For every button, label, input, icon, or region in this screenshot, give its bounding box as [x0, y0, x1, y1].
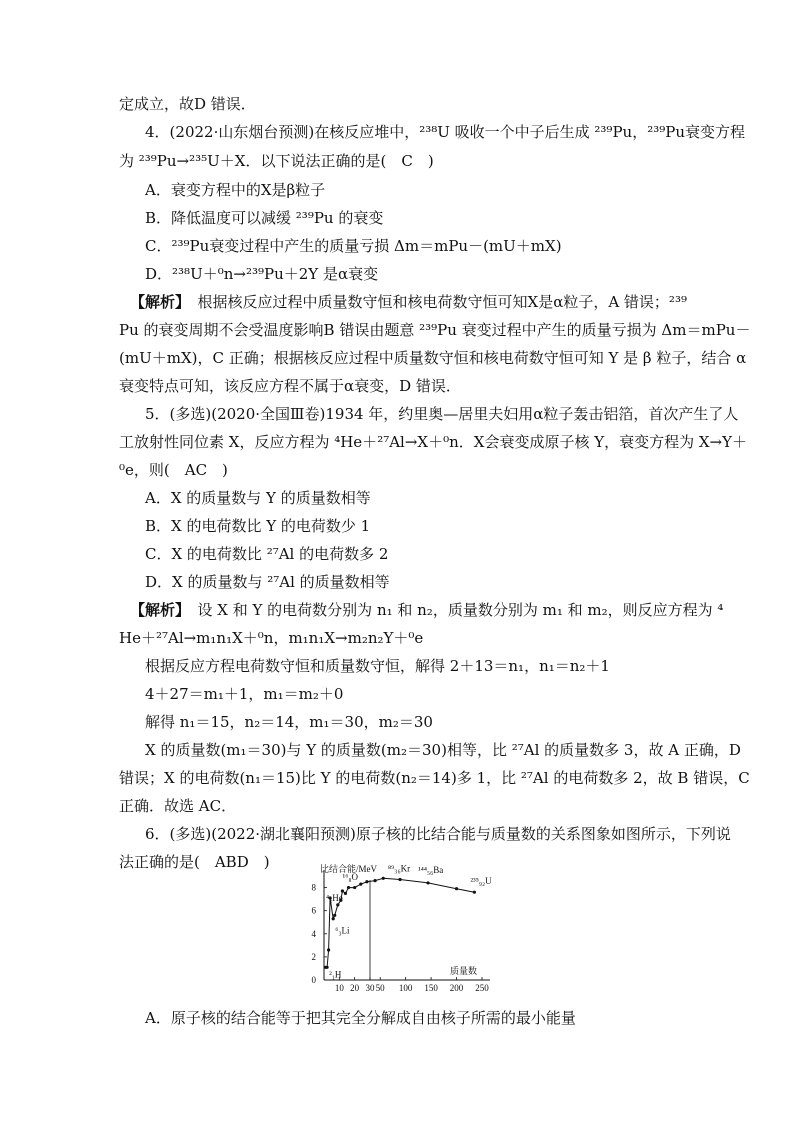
data-point — [344, 892, 347, 895]
analysis-4-line: Pu 的衰变周期不会受温度影响B 错误由题意 ²³⁹Pu 衰变过程中产生的质量亏损为 Δm＝mPu－ — [119, 321, 751, 339]
analysis-5-line: 正确．故选 AC． — [119, 797, 237, 815]
data-point — [347, 886, 350, 889]
analysis-5 — [130, 600, 723, 620]
question-5-stem: 5．(多选)(2020·全国Ⅲ卷)1934 年，约里奥—居里夫妇用α粒子轰击铝箔，首次产生了人 — [145, 405, 739, 423]
question-6-stem: 6．(多选)(2022·湖北襄阳预测)原子核的比结合能与质量数的关系图象如图所示，下列说 — [145, 825, 731, 843]
nuclide-label: ⁴₂He — [326, 892, 343, 903]
nuclide-label: ¹⁶₈O — [342, 872, 359, 883]
analysis-tag: 【解析】 — [130, 293, 183, 311]
nuclide-label: ⁶₃Li — [335, 925, 350, 936]
question-4-stem: 4．(2022·山东烟台预测)在核反应堆中，²³⁸U 吸收一个中子后生成 ²³⁹Pu，²³⁹Pu衰变方程 — [145, 123, 745, 141]
data-point — [398, 878, 401, 881]
option-c: C．²³⁹Pu衰变过程中产生的质量亏损 Δm＝mPu－(mU＋mX) — [145, 237, 562, 255]
question-5-stem-cont: ⁰e，则( AC ) — [119, 461, 228, 479]
x-axis-label: 质量数 — [450, 966, 478, 976]
x-tick-label: 20 — [350, 983, 360, 993]
question-5-stem-cont: 工放射性同位素 X，反应方程为 ⁴He＋²⁷Al→X＋⁰n．X会衰变成原子核 Y，衰变方程为 X→Y＋ — [119, 433, 748, 451]
analysis-4-line: 衰变特点可知，该反应方程不属于α衰变，D 错误． — [119, 377, 461, 395]
analysis-text: 根据核反应过程中质量数守恒和核电荷数守恒可知X是α粒子，A 错误；²³⁹ — [182, 293, 687, 311]
text-line: 定成立，故D 错误． — [119, 95, 256, 113]
y-tick-label: 8 — [311, 882, 316, 893]
x-tick-label: 150 — [424, 983, 438, 993]
nuclide-label: ⁸⁹₃₆Kr — [388, 863, 411, 874]
y-tick-label: 4 — [311, 928, 316, 939]
x-tick-label: 200 — [449, 983, 464, 993]
option-a: A．X 的质量数与 Y 的质量数相等 — [145, 489, 371, 507]
question-4-stem-cont: 为 ²³⁹Pu→²³⁵U＋X．以下说法正确的是( C ) — [119, 152, 434, 170]
x-tick-label: 30 — [365, 983, 375, 993]
y-axis-label: 比结合能/MeV — [320, 864, 377, 874]
option-c: C．X 的电荷数比 ²⁷Al 的电荷数多 2 — [145, 545, 389, 563]
question-6-stem-cont: 法正确的是( ABD ) — [119, 853, 270, 871]
analysis-5-line: He＋²⁷Al→m₁n₁X＋⁰n，m₁n₁X→m₂n₂Y＋⁰e — [119, 629, 424, 647]
analysis-4 — [130, 292, 687, 312]
data-point — [353, 886, 356, 889]
data-point — [382, 877, 385, 880]
data-point — [473, 891, 476, 894]
analysis-5-line: 4＋27＝m₁＋1，m₁＝m₂＋0 — [145, 685, 344, 703]
data-point — [426, 881, 429, 884]
option-d: D．²³⁸U＋⁰n→²³⁹Pu＋2Y 是α衰变 — [145, 265, 379, 283]
option-a: A．原子核的结合能等于把其完全分解成自由核子所需的最小能量 — [145, 1009, 576, 1027]
analysis-5-line: 根据反应方程电荷数守恒和质量数守恒，解得 2＋13＝n₁，n₁＝n₂＋1 — [145, 657, 610, 675]
data-point — [333, 914, 336, 917]
nuclide-label: ²³⁵₉₂U — [470, 876, 492, 887]
option-d: D．X 的质量数与 ²⁷Al 的质量数相等 — [145, 573, 390, 591]
analysis-5-line: 解得 n₁＝15，n₂＝14，m₁＝30，m₂＝30 — [145, 713, 433, 731]
x-tick-label: 10 — [334, 983, 344, 993]
data-point — [365, 880, 368, 883]
analysis-5-line: 错误；X 的电荷数(n₁＝15)比 Y 的电荷数(n₂＝14)多 1，比 ²⁷Al 的电荷数多 2，故 B 错误，C — [119, 769, 750, 787]
data-point — [373, 879, 376, 882]
y-tick-label: 2 — [311, 951, 316, 962]
option-b: B．降低温度可以减缓 ²³⁹Pu 的衰变 — [145, 209, 384, 227]
data-point — [332, 917, 335, 920]
y-tick-label: 0 — [311, 975, 316, 985]
data-point — [325, 966, 328, 969]
nuclide-label: ¹⁴⁴₅₆Ba — [418, 864, 444, 875]
y-tick-label: 6 — [311, 905, 316, 916]
option-a: A．衰变方程中的X是β粒子 — [145, 181, 326, 199]
x-tick-label: 250 — [475, 983, 489, 993]
series-line — [326, 878, 475, 967]
option-b: B．X 的电荷数比 Y 的电荷数少 1 — [145, 517, 371, 535]
x-tick-label: 50 — [375, 983, 385, 993]
nuclide-label: ²₁H — [329, 969, 342, 980]
data-point — [336, 903, 339, 906]
binding-energy-chart — [300, 862, 500, 994]
analysis-tag: 【解析】 — [130, 601, 183, 619]
x-tick-label: 100 — [398, 983, 413, 993]
data-point — [455, 887, 458, 890]
data-point — [359, 882, 362, 885]
analysis-5-line: X 的质量数(m₁＝30)与 Y 的质量数(m₂＝30)相等，比 ²⁷Al 的质量数多 3，故 A 正确，D — [145, 741, 741, 759]
analysis-4-line: (mU＋mX)，C 正确；根据核反应过程中质量数守恒和核电荷数守恒可知 Y 是 β 粒子，结合 α — [119, 349, 747, 367]
data-point — [327, 948, 330, 951]
analysis-text: 设 X 和 Y 的电荷数分别为 n₁ 和 n₂，质量数分别为 m₁ 和 m₂，则反应方程为 ⁴ — [182, 601, 724, 619]
